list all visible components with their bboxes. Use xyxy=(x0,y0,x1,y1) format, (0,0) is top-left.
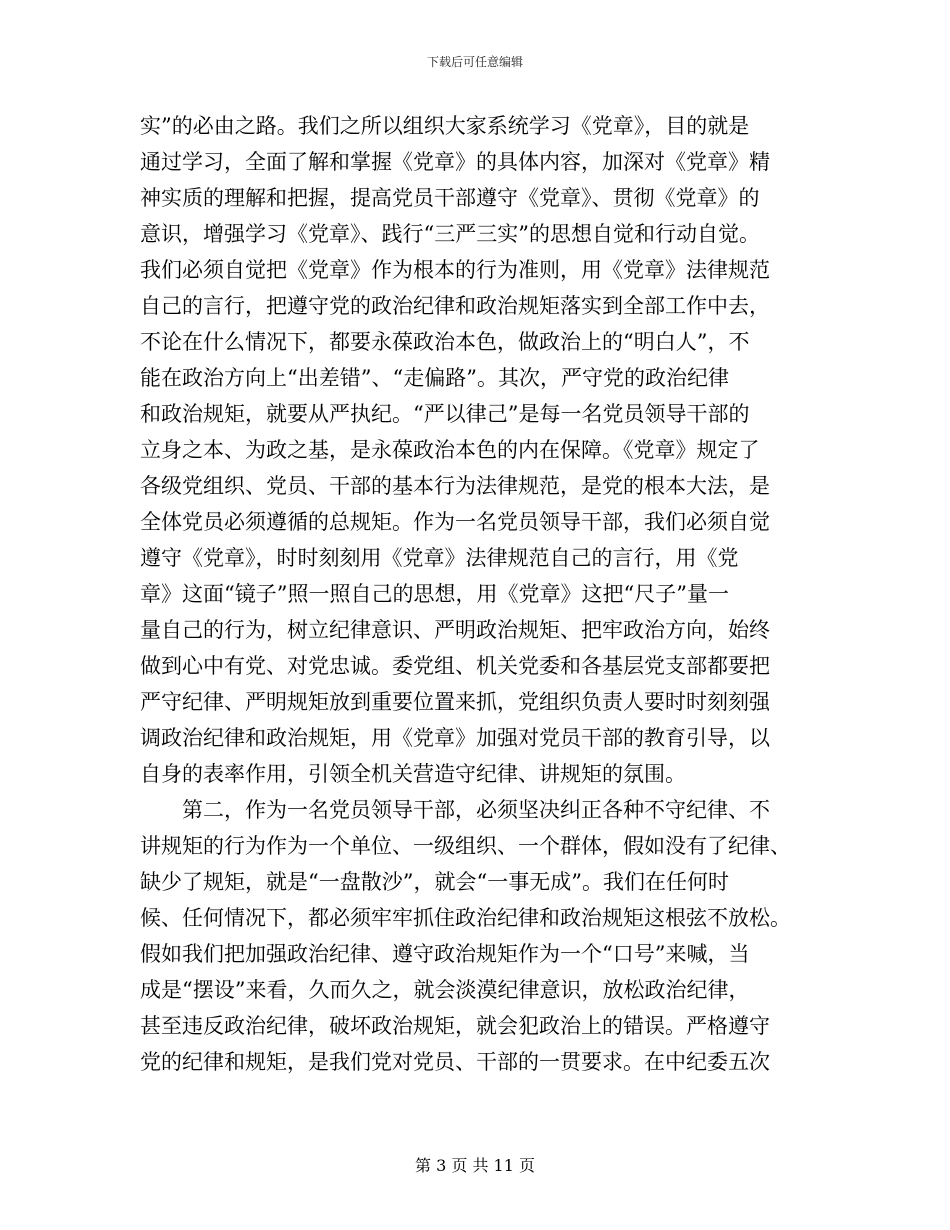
text-line: 严守纪律、严明规矩放到重要位置来抓，党组织负责人要时时刻刻强 xyxy=(140,690,770,714)
text-line: 不论在什么情况下，都要永葆政治本色，做政治上的“明白人”，不 xyxy=(140,330,750,354)
text-line: 党的纪律和规矩，是我们党对党员、干部的一贯要求。在中纪委五次 xyxy=(140,1050,770,1074)
text-line: 章》这面“镜子”照一照自己的思想，用《党章》这把“尺子”量一 xyxy=(140,582,729,606)
page-header: 下载后可任意编辑 xyxy=(426,55,523,69)
text-line: 自身的表率作用，引领全机关营造守纪律、讲规矩的氛围。 xyxy=(140,762,686,786)
text-line: 和政治规矩，就要从严执纪。“严以律己”是每一名党员领导干部的 xyxy=(140,402,750,426)
page-number: 第 3 页 共 11 页 xyxy=(415,1156,535,1175)
text-line: 成是“摆设”来看，久而久之，就会淡漠纪律意识，放松政治纪律， xyxy=(140,978,750,1002)
text-line: 第二，作为一名党员领导干部，必须坚决纠正各种不守纪律、不 xyxy=(140,798,770,822)
text-line: 全体党员必须遵循的总规矩。作为一名党员领导干部，我们必须自觉 xyxy=(140,510,770,534)
text-line: 假如我们把加强政治纪律、遵守政治规矩作为一个“口号”来喊，当 xyxy=(140,942,750,966)
text-line: 神实质的理解和把握，提高党员干部遵守《党章》、贯彻《党章》的 xyxy=(140,186,760,210)
text-line: 立身之本、为政之基，是永葆政治本色的内在保障。《党章》规定了 xyxy=(140,438,760,462)
text-line: 自己的言行，把遵守党的政治纪律和政治规矩落实到全部工作中去， xyxy=(140,294,770,318)
text-line: 甚至违反政治纪律，破坏政治规矩，就会犯政治上的错误。严格遵守 xyxy=(140,1014,770,1038)
text-line: 通过学习，全面了解和掌握《党章》的具体内容，加深对《党章》精 xyxy=(140,150,770,174)
text-line: 各级党组织、党员、干部的基本行为法律规范，是党的根本大法，是 xyxy=(140,474,770,498)
text-line: 讲规矩的行为作为一个单位、一级组织、一个群体，假如没有了纪律、 xyxy=(140,834,791,858)
text-line: 我们必须自觉把《党章》作为根本的行为准则，用《党章》法律规范 xyxy=(140,258,770,282)
text-line: 调政治纪律和政治规矩，用《党章》加强对党员干部的教育引导，以 xyxy=(140,726,770,750)
text-line: 实”的必由之路。我们之所以组织大家系统学习《党章》，目的就是 xyxy=(140,114,750,138)
text-line: 能在政治方向上“出差错”、“走偏路”。其次，严守党的政治纪律 xyxy=(140,366,729,390)
text-line: 缺少了规矩，就是“一盘散沙”，就会“一事无成”。我们在任何时 xyxy=(140,870,729,894)
text-line: 候、任何情况下，都必须牢牢抓住政治纪律和政治规矩这根弦不放松。 xyxy=(140,906,791,930)
body-text xyxy=(140,108,820,1080)
text-line: 量自己的行为，树立纪律意识、严明政治规矩、把牢政治方向，始终 xyxy=(140,618,770,642)
text-line: 遵守《党章》，时时刻刻用《党章》法律规范自己的言行，用《党 xyxy=(140,546,739,570)
text-line: 意识，增强学习《党章》、践行“三严三实”的思想自觉和行动自觉。 xyxy=(140,222,760,246)
text-line: 做到心中有党、对党忠诚。委党组、机关党委和各基层党支部都要把 xyxy=(140,654,770,678)
